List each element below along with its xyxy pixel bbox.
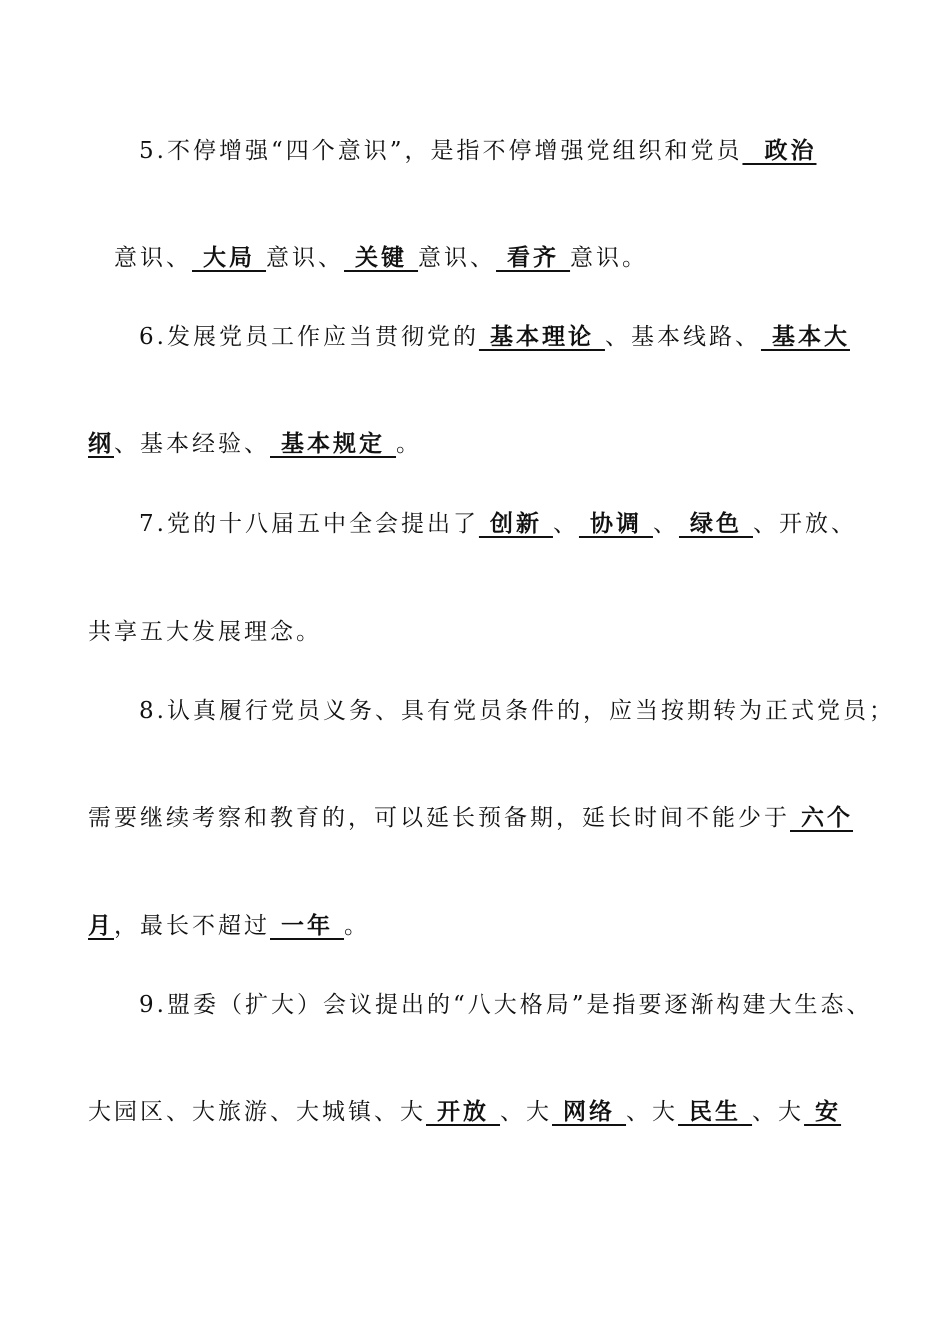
answer-blank: 政治 [742, 138, 817, 164]
question-text: 、开放、 [753, 511, 857, 537]
question-text: 、 [552, 511, 579, 537]
question-text: 9.盟委（扩大）会议提出的“八大格局”是指要逐渐构建大生态、 [139, 992, 873, 1018]
question-8-line-1 [139, 696, 895, 726]
question-6-line-1 [139, 322, 850, 352]
answer-blank: 基本规定 [270, 431, 397, 457]
question-text: 、基本线路、 [604, 324, 761, 350]
question-7-line-2 [88, 617, 322, 647]
question-text: 8.认真履行党员义务、具有党员条件的，应当按期转为正式党员； [139, 698, 895, 724]
question-text: 需要继续考察和教育的，可以延长预备期，延长时间不能少于 [88, 805, 790, 831]
question-5-line-1 [139, 136, 816, 166]
answer-blank: 开放 [426, 1099, 501, 1125]
question-text: 意识、 [266, 245, 345, 271]
question-5-line-2 [114, 243, 648, 273]
question-8-line-2 [88, 803, 853, 833]
answer-blank: 协调 [578, 511, 653, 537]
answer-blank: 大局 [192, 245, 267, 271]
question-text: 、大 [752, 1099, 805, 1125]
question-text: ，最长不超过 [114, 913, 270, 939]
answer-blank: 基本大 [760, 324, 850, 350]
question-text: 。 [344, 913, 371, 939]
answer-blank: 关键 [344, 245, 419, 271]
question-text: 大园区、大旅游、大城镇、大 [88, 1099, 426, 1125]
answer-blank: 绿色 [678, 511, 753, 537]
question-text: 意识、 [418, 245, 497, 271]
answer-blank: 创新 [478, 511, 553, 537]
question-text: 5.不停增强“四个意识”，是指不停增强党组织和党员 [139, 138, 743, 164]
answer-blank: 看齐 [496, 245, 571, 271]
question-text: 、基本经验、 [114, 431, 270, 457]
answer-blank: 一年 [270, 913, 345, 939]
question-9-line-2 [88, 1097, 841, 1127]
answer-blank: 纲 [88, 431, 114, 457]
answer-blank: 基本理论 [478, 324, 605, 350]
question-8-line-3 [88, 911, 370, 941]
question-text: 、大 [500, 1099, 553, 1125]
question-text: 。 [396, 431, 423, 457]
answer-blank: 网络 [552, 1099, 627, 1125]
question-text: 、 [652, 511, 679, 537]
question-6-line-2 [88, 429, 422, 459]
question-text: 意识、 [114, 245, 192, 271]
question-text: 6.发展党员工作应当贯彻党的 [139, 324, 479, 350]
question-text: 7.党的十八届五中全会提出了 [139, 511, 479, 537]
question-9-line-1 [139, 990, 872, 1020]
answer-blank: 民生 [678, 1099, 753, 1125]
answer-blank: 月 [88, 913, 114, 939]
question-7-line-1 [139, 509, 857, 539]
question-text: 意识。 [570, 245, 649, 271]
question-text: 共享五大发展理念。 [88, 619, 322, 645]
question-text: 、大 [626, 1099, 679, 1125]
answer-blank: 安 [804, 1099, 842, 1125]
answer-blank: 六个 [790, 805, 854, 831]
